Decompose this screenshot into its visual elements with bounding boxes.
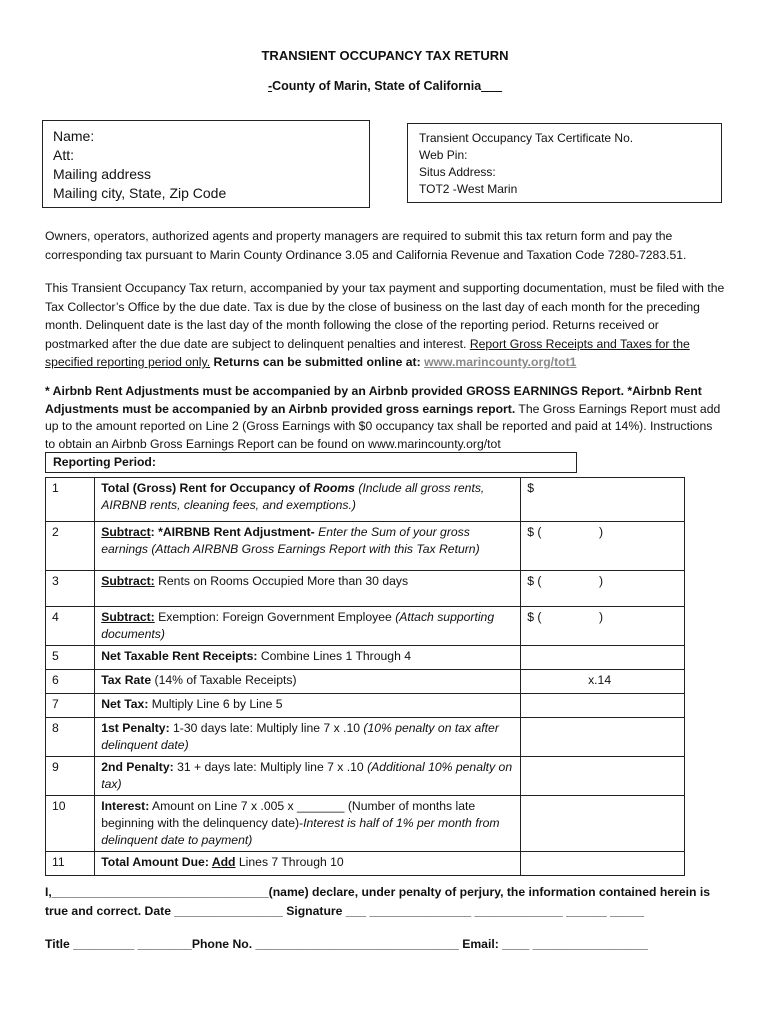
web-pin: Web Pin: <box>419 148 468 162</box>
line-amount[interactable]: $ ( ) <box>521 571 685 607</box>
reporting-period-field[interactable]: Reporting Period: <box>45 452 577 473</box>
filing-paragraph <box>45 279 725 372</box>
line-description: Subtract: *AIRBNB Rent Adjustment- Enter the Sum of your gross earnings (Attach AIRBNB Gross Earnings Report with this Tax Return) <box>95 522 521 571</box>
intro-paragraph: Owners, operators, authorized agents and property managers are required to submit this tax return form and pay the corresponding tax pursuant to Marin County Ordinance 3.05 and California Revenue and Taxation Code 7280-7283.51. <box>45 229 687 262</box>
table-row <box>46 852 685 876</box>
line-amount: x.14 <box>521 670 685 694</box>
line-number: 7 <box>46 694 95 718</box>
table-row <box>46 694 685 718</box>
declaration-line-1: I,________________________________(name) declare, under penalty of perjury, the information contained herein is <box>45 885 710 899</box>
filing-text: This Transient Occupancy Tax return, accompanied by your tax payment and supporting documentation, must be filed with the Tax Collector’s Office by the due date. Tax is due by the close of business on the last day of each month for the preceding month. Delinquent date is the last day of the month following the close of the reporting period. Returns received or postmarked after the due date are subject to delinquent penalties and interest. <box>45 281 725 351</box>
county-suffix: ___ <box>481 79 503 93</box>
line-amount[interactable] <box>521 852 685 876</box>
line-number: 3 <box>46 571 95 607</box>
line-number: 11 <box>46 852 95 876</box>
line-description: Interest: Amount on Line 7 x .005 x _______ (Number of months late beginning with the delinquency date)-Interest is half of 1% per month from delinquent date to payment) <box>95 796 521 852</box>
line-number: 2 <box>46 522 95 571</box>
line-description: Net Taxable Rent Receipts: Combine Lines 1 Through 4 <box>95 646 521 670</box>
airbnb-paragraph <box>45 383 725 453</box>
table-row <box>46 757 685 796</box>
line-number: 10 <box>46 796 95 852</box>
line-description: Total (Gross) Rent for Occupancy of Rooms (Include all gross rents, AIRBNB rents, cleaning fees, and exemptions.) <box>95 478 521 522</box>
line-description: 2nd Penalty: 31 + days late: Multiply line 7 x .10 (Additional 10% penalty on tax) <box>95 757 521 796</box>
contact-line: Title _________ ________Phone No. ______________________________ Email: ____ _________________ <box>45 937 648 951</box>
report-notice: Report Gross Receipts and Taxes for the specified reporting period only. <box>45 336 690 369</box>
line-number: 1 <box>46 478 95 522</box>
att-field: Att: <box>53 147 75 163</box>
online-link[interactable]: www.marincounty.org/tot1 <box>424 355 577 369</box>
line-number: 9 <box>46 757 95 796</box>
line-amount[interactable]: $ ( ) <box>521 522 685 571</box>
table-row <box>46 670 685 694</box>
line-description: Tax Rate (14% of Taxable Receipts) <box>95 670 521 694</box>
line-number: 8 <box>46 718 95 757</box>
airbnb-text: The Gross Earnings Report must add up to the amount reported on Line 2 (Gross Earnings with $0 occupancy tax shall be reported and paid at 14%). Instructions to obtain an Airbnb Gross Earnings Report can be found on www.marincounty.org/tot <box>45 401 721 451</box>
table-row <box>46 646 685 670</box>
table-row <box>46 571 685 607</box>
declaration <box>45 883 735 921</box>
line-number: 6 <box>46 670 95 694</box>
line-number: 4 <box>46 607 95 646</box>
county-name: County of Marin, State of California <box>272 79 482 93</box>
line-description: Subtract: Exemption: Foreign Government Employee (Attach supporting documents) <box>95 607 521 646</box>
line-description: Net Tax: Multiply Line 6 by Line 5 <box>95 694 521 718</box>
tax-lines-table <box>45 477 685 876</box>
line-amount[interactable]: $ <box>521 478 685 522</box>
declaration-line-2: true and correct. Date ________________ Signature ___ _______________ _____________ ______ _____ <box>45 904 645 918</box>
certificate-number: Transient Occupancy Tax Certificate No. <box>419 131 634 145</box>
mailing-city-field: Mailing city, State, Zip Code <box>53 185 227 201</box>
line-description: Total Amount Due: Add Lines 7 Through 10 <box>95 852 521 876</box>
table-row <box>46 796 685 852</box>
county-line <box>0 79 770 93</box>
mailing-address-box <box>42 120 370 208</box>
line-description: 1st Penalty: 1-30 days late: Multiply line 7 x .10 (10% penalty on tax after delinquent date) <box>95 718 521 757</box>
form-title: TRANSIENT OCCUPANCY TAX RETURN <box>261 48 509 63</box>
table-row <box>46 478 685 522</box>
table-row <box>46 522 685 571</box>
line-description: Subtract: Rents on Rooms Occupied More than 30 days <box>95 571 521 607</box>
county-prefix: - <box>267 79 273 93</box>
line-amount[interactable] <box>521 694 685 718</box>
line-amount[interactable] <box>521 718 685 757</box>
table-row <box>46 607 685 646</box>
certificate-box <box>407 123 722 203</box>
mailing-address-field: Mailing address <box>53 166 152 182</box>
table-row <box>46 718 685 757</box>
online-label: Returns can be submitted online at: <box>210 355 425 369</box>
name-field: Name: <box>53 128 95 144</box>
airbnb-bold: * Airbnb Rent Adjustments must be accompanied by an Airbnb provided GROSS EARNINGS Report. *Airbnb Rent Adjustments must be accompanied by an Airbnb provided gross earnings report. <box>45 384 702 416</box>
line-amount[interactable] <box>521 796 685 852</box>
line-amount[interactable] <box>521 646 685 670</box>
line-number: 5 <box>46 646 95 670</box>
tot-area: TOT2 -West Marin <box>419 182 518 196</box>
line-amount[interactable]: $ ( ) <box>521 607 685 646</box>
situs-address: Situs Address: <box>419 165 496 179</box>
line-amount[interactable] <box>521 757 685 796</box>
